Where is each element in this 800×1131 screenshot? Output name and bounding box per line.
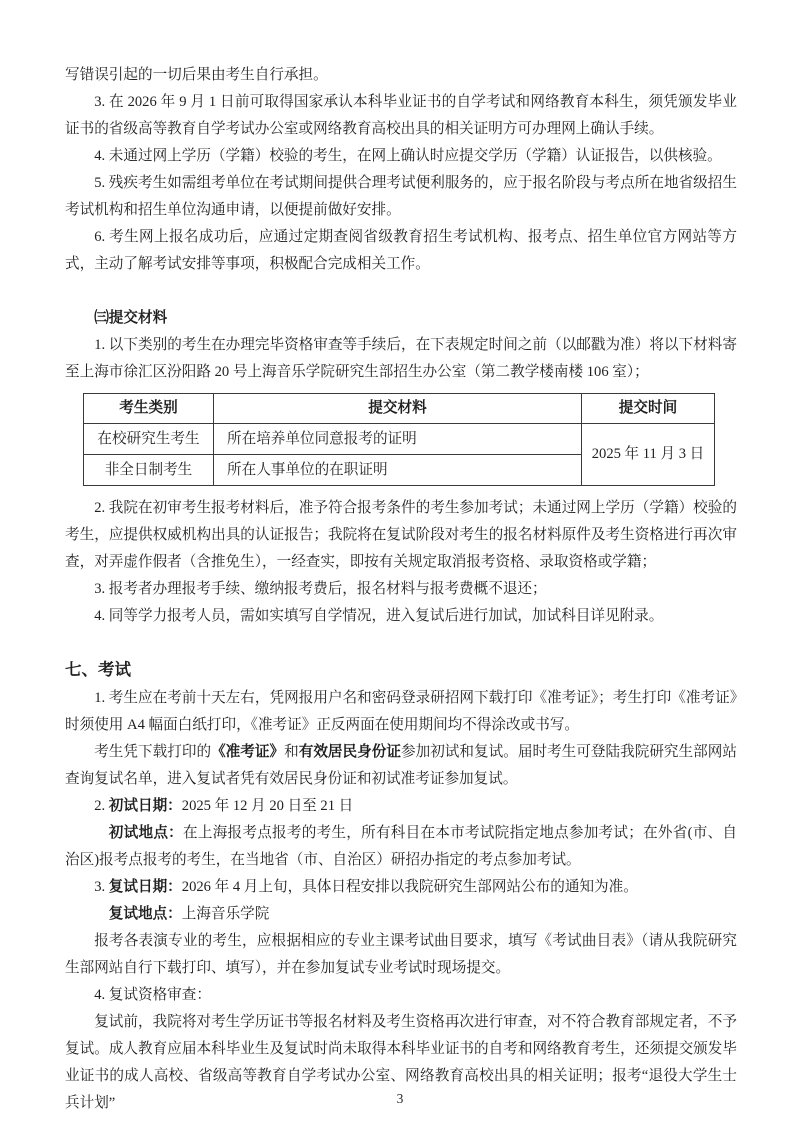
cell-category-enrolled-grad: 在校研究生考生	[84, 424, 214, 455]
paragraph-item-3: 3. 在 2026 年 9 月 1 日前可取得国家承认本科毕业证书的自学考试和网络教育本科生，须凭颁发毕业证书的省级高等教育自学考试办公室或网络教育高校出具的相关证明方可办理网上确认手续。	[65, 94, 737, 137]
text-run: 2025 年 12 月 20 日至 21 日	[181, 798, 354, 814]
heading-section-seven-exam: 七、考试	[65, 660, 131, 679]
text-run: 2.	[94, 798, 109, 814]
header-submit-material: 提交材料	[214, 394, 582, 424]
heading-submit-materials: ㈢提交材料	[94, 310, 168, 326]
materials-table	[83, 393, 715, 486]
cell-material-part-time: 所在人事单位的在职证明	[214, 455, 582, 486]
paragraph-performance-majors: 报考各表演专业的考生，应根据相应的专业主课考试曲目要求，填写《考试曲目表》（请从我院研究生部网站自行下载打印、填写），并在参加复试专业考试时现场提交。	[65, 933, 737, 976]
text-run-bold-id-card: 有效居民身份证	[298, 744, 401, 760]
text-run: 在上海报考点报考的考生，所有科目在本市考试院指定地点参加考试；在外省(市、自治区)报考点报考的考生，在当地省（市、自治区）研招办指定的考点参加考试。	[65, 825, 737, 868]
table-header-row	[84, 394, 715, 424]
paragraph-retest-location	[65, 901, 737, 928]
header-candidate-category: 考生类别	[84, 394, 214, 424]
paragraph-exam-item-1: 1. 考生应在考前十天左右，凭网报用户名和密码登录研招网下载打印《准考证》；考生打印《准考证》时须使用 A4 幅面白纸打印，《准考证》正反两面在使用期间均不得涂改或书写。	[65, 690, 737, 733]
paragraph-materials-item-3: 3. 报考者办理报考手续、缴纳报考费后，报名材料与报考费概不退还；	[94, 581, 547, 597]
table-row	[84, 424, 715, 455]
paragraph-materials-intro: 1. 以下类别的考生在办理完毕资格审查等手续后，在下表规定时间之前（以邮戳为准）将以下材料寄至上海市徐汇区汾阳路 20 号上海音乐学院研究生部招生办公室（第二教学楼南楼 106 室）；	[65, 337, 737, 380]
paragraph-item-6: 6. 考生网上报名成功后，应通过定期查阅省级教育招生考试机构、报考点、招生单位官方网站等方式，主动了解考试安排等事项，积极配合完成相关工作。	[65, 229, 737, 272]
paragraph-materials-item-4: 4. 同等学力报考人员，需如实填写自学情况，进入复试后进行加试，加试科目详见附录。	[94, 608, 664, 624]
paragraph-item-4: 4. 未通过网上学历（学籍）校验的考生，在网上确认时应提交学历（学籍）认证报告，以供核验。	[94, 148, 722, 164]
text-run-bold-retest-date-label: 复试日期：	[108, 879, 182, 895]
text-run: 考生凭下载打印的	[94, 744, 212, 760]
text-run: 2026 年 4 月上旬，具体日程安排以我院研究生部网站公布的通知为准。	[181, 879, 638, 895]
paragraph-retest-qualification-label: 4. 复试资格审查：	[94, 987, 211, 1003]
text-run-bold-initial-location-label: 初试地点：	[108, 825, 184, 841]
header-submit-time: 提交时间	[582, 394, 715, 424]
text-run-bold-initial-date-label: 初试日期：	[108, 798, 182, 814]
text-run: 和	[284, 744, 299, 760]
page-number: 3	[396, 1091, 404, 1106]
paragraph-retest-qualification-detail: 复试前，我院将对考生学历证书等报名材料及考生资格再次进行审查，对不符合教育部规定者，不予复试。成人教育应届本科毕业生及复试时尚未取得本科毕业证书的自考和网络教育考生，还须提交颁发毕业证书的成人高校、省级高等教育自学考试办公室、网络教育高校出具的相关证明；报考“退役大学生士兵计划”	[65, 1014, 737, 1111]
paragraph-admission-card	[65, 739, 737, 793]
paragraph-materials-item-2: 2. 我院在初审考生报考材料后，准予符合报考条件的考生参加考试；未通过网上学历（学籍）校验的考生，应提供权威机构出具的认证报告；我院将在复试阶段对考生的报名材料原件及考生资格进行再次审查，对弄虚作假者（含推免生），一经查实，即按有关规定取消报考资格、录取资格或学籍；	[65, 500, 737, 570]
text-run: 上海音乐学院	[181, 906, 270, 922]
paragraph-retest-date	[65, 874, 737, 901]
text-run-bold-admission-card: 《准考证》	[211, 744, 285, 760]
cell-deadline: 2025 年 11 月 3 日	[582, 424, 715, 486]
text-run: 参加初试和复试。届时考生可登陆我院研究生部网站查询复试名单，进入复试者凭有效居民身份证和初试准考证参加复试。	[65, 744, 737, 787]
paragraph-initial-exam-date	[65, 793, 737, 820]
paragraph-continuation: 写错误引起的一切后果由考生自行承担。	[65, 67, 328, 83]
cell-material-enrolled-grad: 所在培养单位同意报考的证明	[214, 424, 582, 455]
cell-category-part-time: 非全日制考生	[84, 455, 214, 486]
document-body	[65, 62, 737, 1117]
paragraph-initial-exam-location	[65, 820, 737, 874]
text-run-bold-retest-location-label: 复试地点：	[108, 906, 182, 922]
text-run: 3.	[94, 879, 109, 895]
paragraph-item-5: 5. 残疾考生如需组考单位在考试期间提供合理考试便利服务的，应于报名阶段与考点所在地省级招生考试机构和招生单位沟通申请，以便提前做好安排。	[65, 175, 737, 218]
